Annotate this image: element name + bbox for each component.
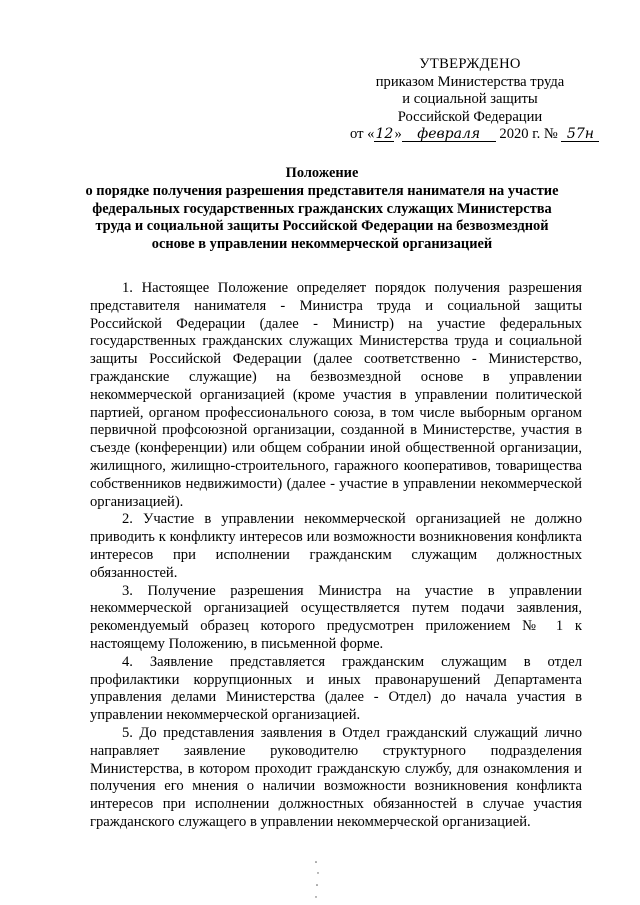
paragraph-5: 5. До представления заявления в Отдел гражданский служащий лично направляет заявление руководителю структурного подразделения Министерства, в котором проходит гражданскую службу, для ознакомления и получения его мнения о наличии возможности возникновения конфликта интересов при исполнении должностных обязанностей в случае участия гражданского служащего в управлении некоммерческой организацией. bbox=[90, 724, 582, 830]
approval-line-2: и социальной защиты bbox=[402, 91, 538, 107]
approval-line-1: приказом Министерства труда bbox=[375, 73, 565, 90]
date-day-handwritten: 12 bbox=[375, 126, 394, 142]
title-line-3: труда и социальной защиты Российской Федерации на безвозмездной bbox=[95, 218, 549, 235]
paragraph-1: 1. Настоящее Положение определяет порядок получения разрешения представителя нанимателя - Министра труда и социальной защиты Российской Федерации (далее - Министр) на участие федеральных государственных гражданских служащих Министерства труда и социальной защиты Российской Федерации (далее соответственно - Министерство, гражданские служащие) на безвозмездной основе в управлении некоммерческой организацией (кроме участия в управлении политической партией, органом профессионального союза, в том числе выборным органом первичной профсоюзной организации, созданной в Министерстве, участия в съезде (конференции) или общем собрании иной общественной организации, жилищного, жилищно-строительного, гаражного кооперативов, товарищества собственников недвижимости) (далее - участие в управлении некоммерческой организацией). bbox=[90, 280, 582, 510]
title-line-1: о порядке получения разрешения представителя нанимателя на участие bbox=[85, 182, 559, 199]
approval-date bbox=[340, 126, 600, 144]
document-body bbox=[90, 280, 582, 832]
title-line-2: федеральных государственных гражданских служащих Министерства bbox=[92, 200, 552, 217]
date-prefix: от « bbox=[350, 126, 375, 142]
paragraph-4: 4. Заявление представляется гражданским служащим в отдел профилактики коррупционных и иных правонарушений Департамента управления делами Министерства (далее - Отдел) до начала участия в управлении некоммерческой организацией. bbox=[90, 653, 582, 724]
date-year: 2020 г. № bbox=[499, 126, 558, 142]
order-number-handwritten: 57н bbox=[561, 127, 599, 142]
paragraph-3: 3. Получение разрешения Министра на участие в управлении некоммерческой организацией осуществляется путем подачи заявления, рекомендуемый образец которого предусмотрен приложением № 1 к настоящему Положению, в письменной форме. bbox=[90, 582, 582, 652]
document-title bbox=[82, 165, 562, 254]
title-line-4: основе в управлении некоммерческой организацией bbox=[151, 236, 493, 253]
paragraph-2: 2. Участие в управлении некоммерческой организацией не должно приводить к конфликту интересов или возможности возникновения конфликта интересов при исполнении гражданским служащим должностных обязанностей. bbox=[90, 511, 582, 581]
approval-heading: УТВЕРЖДЕНО bbox=[419, 56, 521, 72]
approval-line-3: Российской Федерации bbox=[397, 108, 543, 125]
date-mid: » bbox=[394, 126, 402, 142]
approval-stamp bbox=[340, 56, 600, 144]
title-heading: Положение bbox=[285, 165, 359, 181]
date-month-handwritten: февраля bbox=[402, 127, 496, 142]
